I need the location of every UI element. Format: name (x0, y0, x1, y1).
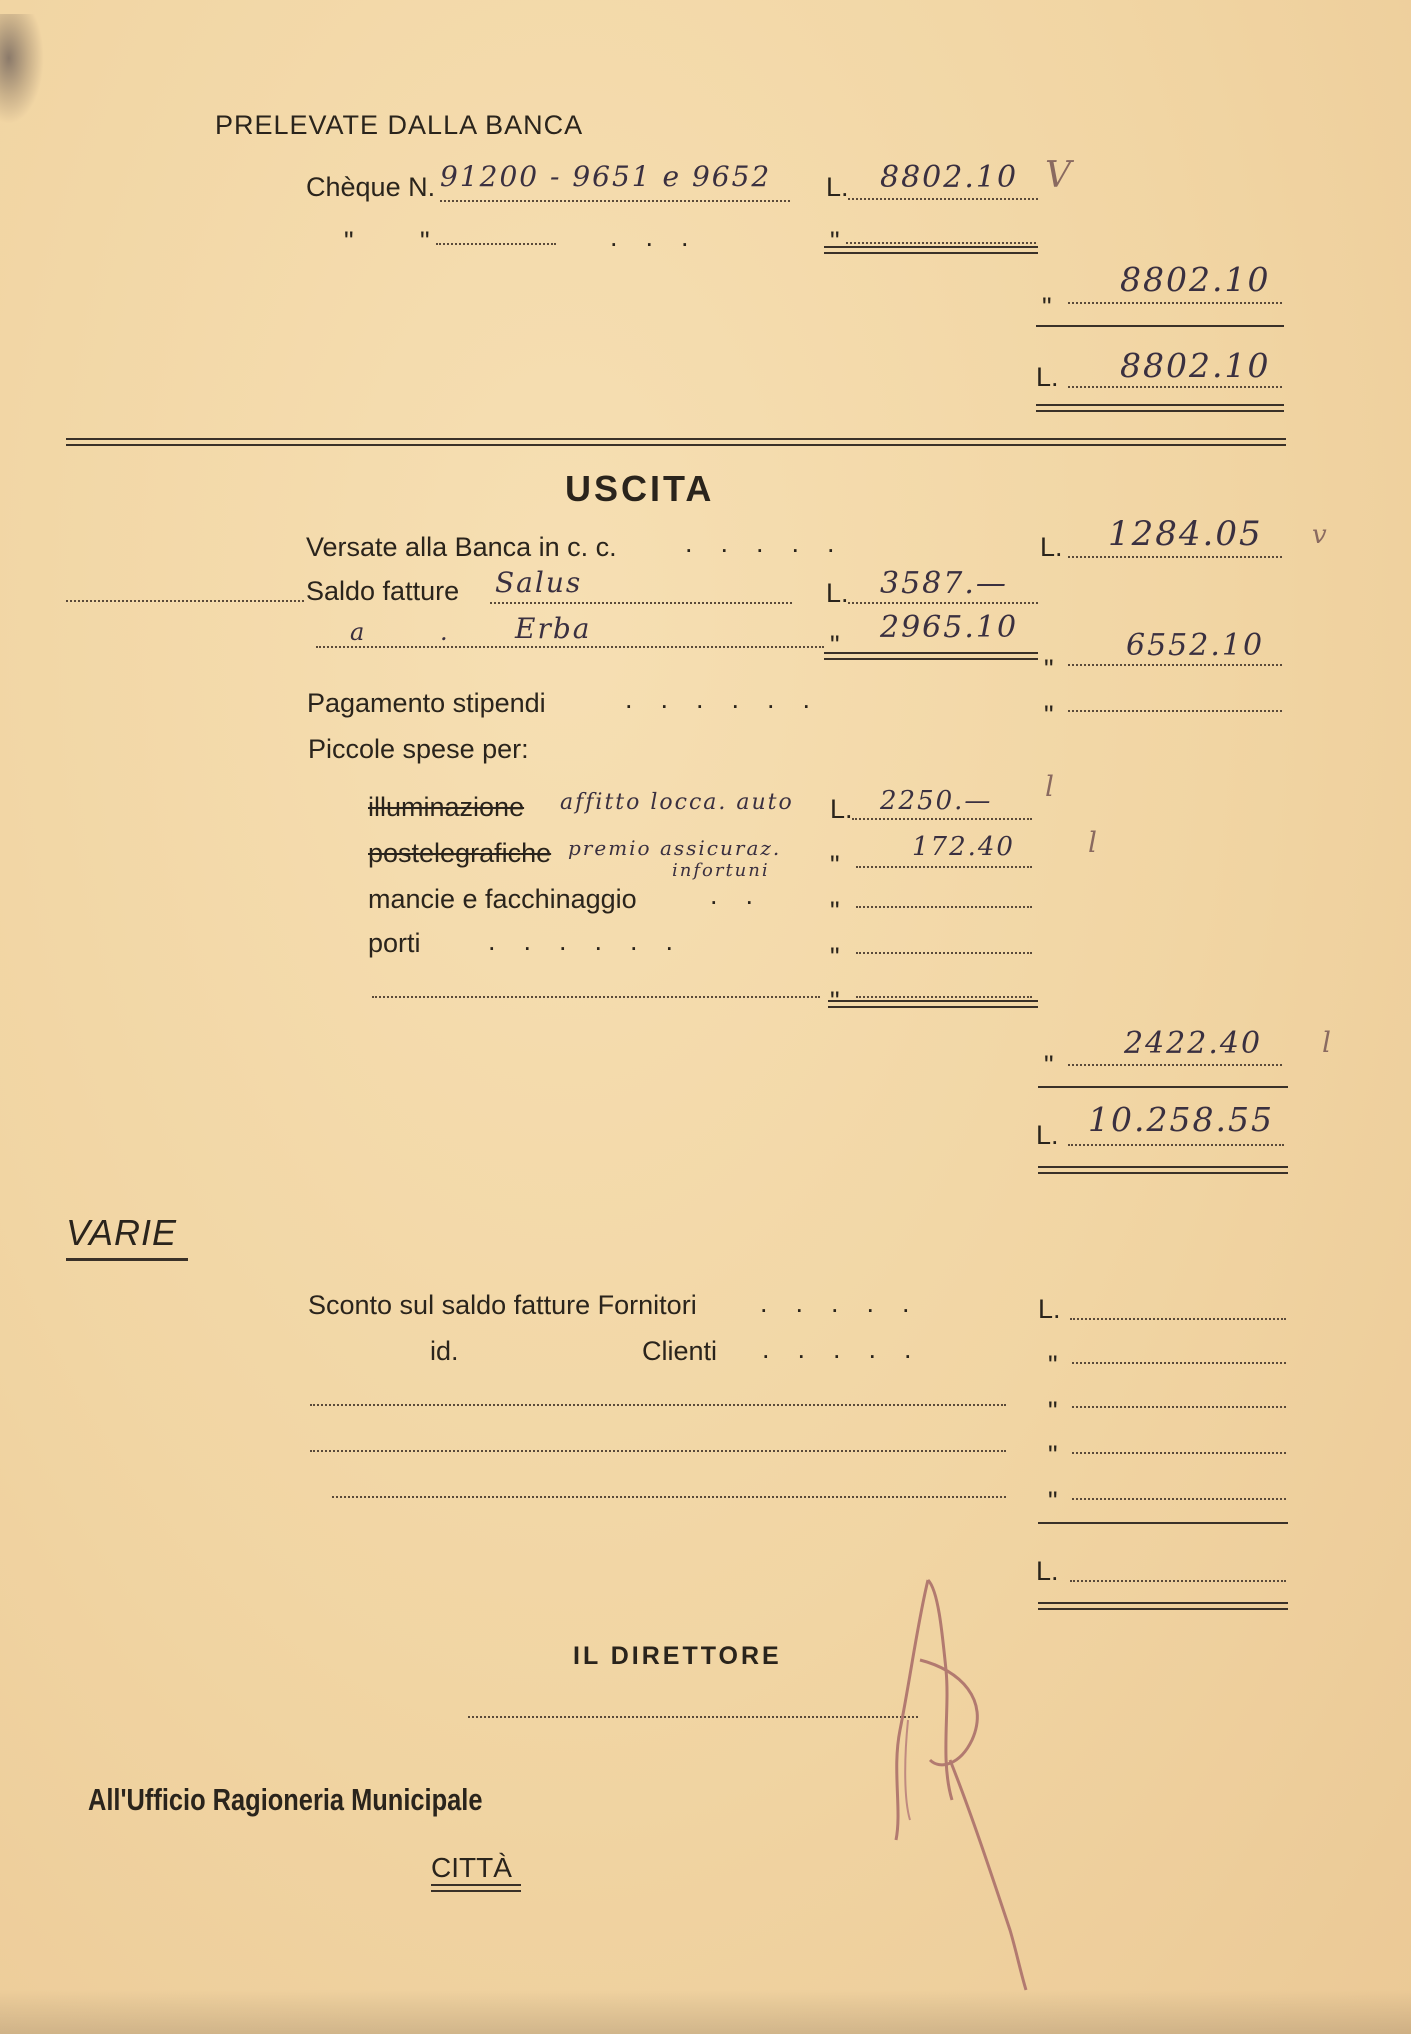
grand-total: 10.258.55 (1088, 1100, 1274, 1139)
varie-total-underline (1038, 1522, 1288, 1524)
saldo-name-2: Erba (515, 612, 592, 645)
item-prefix: " (830, 896, 840, 926)
ufficio-address: All'Ufficio Ragioneria Municipale (88, 1782, 483, 1817)
blank-item-amount-line (856, 996, 1032, 998)
saldo-label: Saldo fatture (306, 576, 460, 606)
cheque-number-line (440, 200, 790, 202)
varie-total-line (1070, 1580, 1286, 1582)
varie-blank-amount-line (1072, 1406, 1286, 1408)
sconto-prefix: L. (1038, 1294, 1061, 1324)
piccole-total-prefix: " (1044, 1050, 1054, 1080)
varie-blank-amount-line (1072, 1498, 1286, 1500)
item-hand-note: affitto locca. auto (560, 790, 794, 815)
varie-underline (66, 1258, 188, 1261)
stipendi-label: Pagamento stipendi (307, 688, 546, 718)
item-amount-line (856, 906, 1032, 908)
sconto-label: Sconto sul saldo fatture Fornitori (308, 1290, 697, 1320)
direttore-signature-line (468, 1716, 918, 1718)
versate-label: Versate alla Banca in c. c. (306, 532, 617, 562)
uscita-heading: USCITA (565, 468, 715, 509)
varie-total-prefix: L. (1036, 1556, 1059, 1586)
item-prefix: " (830, 850, 840, 880)
stipendi-prefix: " (1044, 700, 1054, 730)
item-prefix: L. (830, 794, 853, 824)
leader-dots: ..... (760, 1288, 938, 1318)
saldo-amount-line (848, 602, 1038, 604)
varie-heading: VARIE (66, 1212, 178, 1253)
grand-total-prefix: L. (1036, 1120, 1059, 1150)
prelevate-total: 8802.10 (1120, 346, 1271, 385)
varie-blank-prefix: " (1048, 1486, 1058, 1516)
prelevate-heading: PRELEVATE DALLA BANCA (215, 110, 584, 140)
versate-amount: 1284.05 (1108, 514, 1263, 554)
check-mark: l (1045, 770, 1054, 803)
check-mark: l (1322, 1026, 1331, 1059)
piccole-total-underline (1038, 1086, 1288, 1088)
grand-total-rule (1038, 1166, 1288, 1174)
check-mark: V (1045, 155, 1071, 196)
direttore-label: IL DIRETTORE (573, 1642, 782, 1670)
subtotal-prefix: " (1042, 292, 1052, 322)
varie-blank-amount-line (1072, 1452, 1286, 1454)
saldo-rule (824, 652, 1038, 660)
piccole-label: Piccole spese per: (308, 734, 529, 764)
ditto-mark: " (344, 226, 354, 256)
bottom-edge-shadow (0, 1990, 1411, 2034)
leader-dots: ..... (762, 1334, 940, 1364)
prelevate-total-prefix: L. (1036, 362, 1059, 392)
varie-total-rule (1038, 1602, 1288, 1610)
saldo-total-prefix: " (1044, 654, 1054, 684)
check-mark: l (1088, 826, 1097, 859)
sconto-line (1070, 1318, 1286, 1320)
ditto-mark: " (830, 226, 840, 256)
item-hand-note: premio assicuraz. (568, 836, 782, 860)
punch-hole-stain (0, 14, 44, 124)
item-printed-label: mancie e facchinaggio (368, 884, 637, 914)
blank-item-line (372, 996, 820, 998)
varie-blank-prefix: " (1048, 1396, 1058, 1426)
leader-dots: ...... (625, 684, 839, 714)
saldo-total: 6552.10 (1126, 628, 1265, 663)
item-printed-label: illuminazione (368, 792, 525, 822)
cheque-amount-prefix: L. (826, 172, 849, 202)
citta-underline (431, 1884, 521, 1892)
item-printed-label: postelegrafiche (368, 838, 552, 868)
varie-blank-line (310, 1404, 1006, 1406)
subtotal-line (1068, 302, 1282, 304)
cheque-amount: 8802.10 (880, 160, 1019, 195)
leader-dots: ..... (685, 528, 863, 558)
item-prefix: " (830, 942, 840, 972)
piccole-total: 2422.40 (1124, 1026, 1263, 1061)
clienti-prefix: " (1048, 1350, 1058, 1380)
item-amount-line (856, 866, 1032, 868)
varie-blank-prefix: " (1048, 1440, 1058, 1470)
varie-blank-line (332, 1496, 1006, 1498)
saldo-ditto: . (440, 618, 450, 646)
saldo-amount-1: 3587.— (880, 566, 1008, 601)
blank-item-prefix: " (830, 986, 840, 1016)
cheque-amount-line (848, 198, 1038, 200)
versate-line (1068, 556, 1282, 558)
item-amount-line (856, 952, 1032, 954)
prelevate-total-rule (1036, 404, 1284, 412)
cheque-label: Chèque N. (306, 172, 436, 202)
citta-label: CITTÀ (431, 1852, 512, 1883)
saldo-name-1: Salus (495, 566, 583, 599)
clienti-line (1072, 1362, 1286, 1364)
subtotal-underline (1036, 325, 1284, 327)
blank-line (436, 243, 556, 245)
piccole-total-line (1068, 1064, 1282, 1066)
leader-dots: ... (610, 222, 717, 252)
item-amount: 172.40 (912, 832, 1015, 862)
stipendi-line (1068, 710, 1282, 712)
saldo-name-line (490, 602, 792, 604)
subtotal-amount: 8802.10 (1120, 260, 1271, 299)
item-amount-line (852, 818, 1032, 820)
saldo-ditto: a (350, 618, 367, 646)
saldo-prefix-1: L. (826, 578, 849, 608)
section-divider (66, 438, 1286, 446)
clienti-label: Clienti (642, 1336, 718, 1366)
leader-dots: .. (710, 880, 782, 910)
prelevate-total-line (1068, 386, 1282, 388)
cheque-number: 91200 - 9651 e 9652 (440, 160, 772, 193)
saldo-name2-line (316, 646, 824, 648)
id-label: id. (430, 1336, 459, 1366)
blank-amount-line (846, 242, 1036, 244)
item-hand-note: infortuni (672, 860, 770, 881)
saldo-total-line (1068, 664, 1282, 666)
grand-total-line (1068, 1144, 1284, 1146)
versate-prefix: L. (1040, 532, 1063, 562)
ditto-mark: " (420, 226, 430, 256)
item-printed-label: porti (368, 928, 421, 958)
check-mark: v (1312, 520, 1327, 550)
signature-mark (880, 1560, 1050, 2000)
saldo-amount-2: 2965.10 (880, 610, 1019, 645)
leader-dots: ...... (488, 926, 702, 956)
saldo-prefix-2: " (830, 630, 840, 660)
saldo-left-line (66, 600, 304, 602)
piccole-rule (828, 1000, 1038, 1008)
item-amount: 2250.— (880, 786, 993, 816)
varie-blank-line (310, 1450, 1006, 1452)
subtotal-rule (824, 246, 1038, 254)
